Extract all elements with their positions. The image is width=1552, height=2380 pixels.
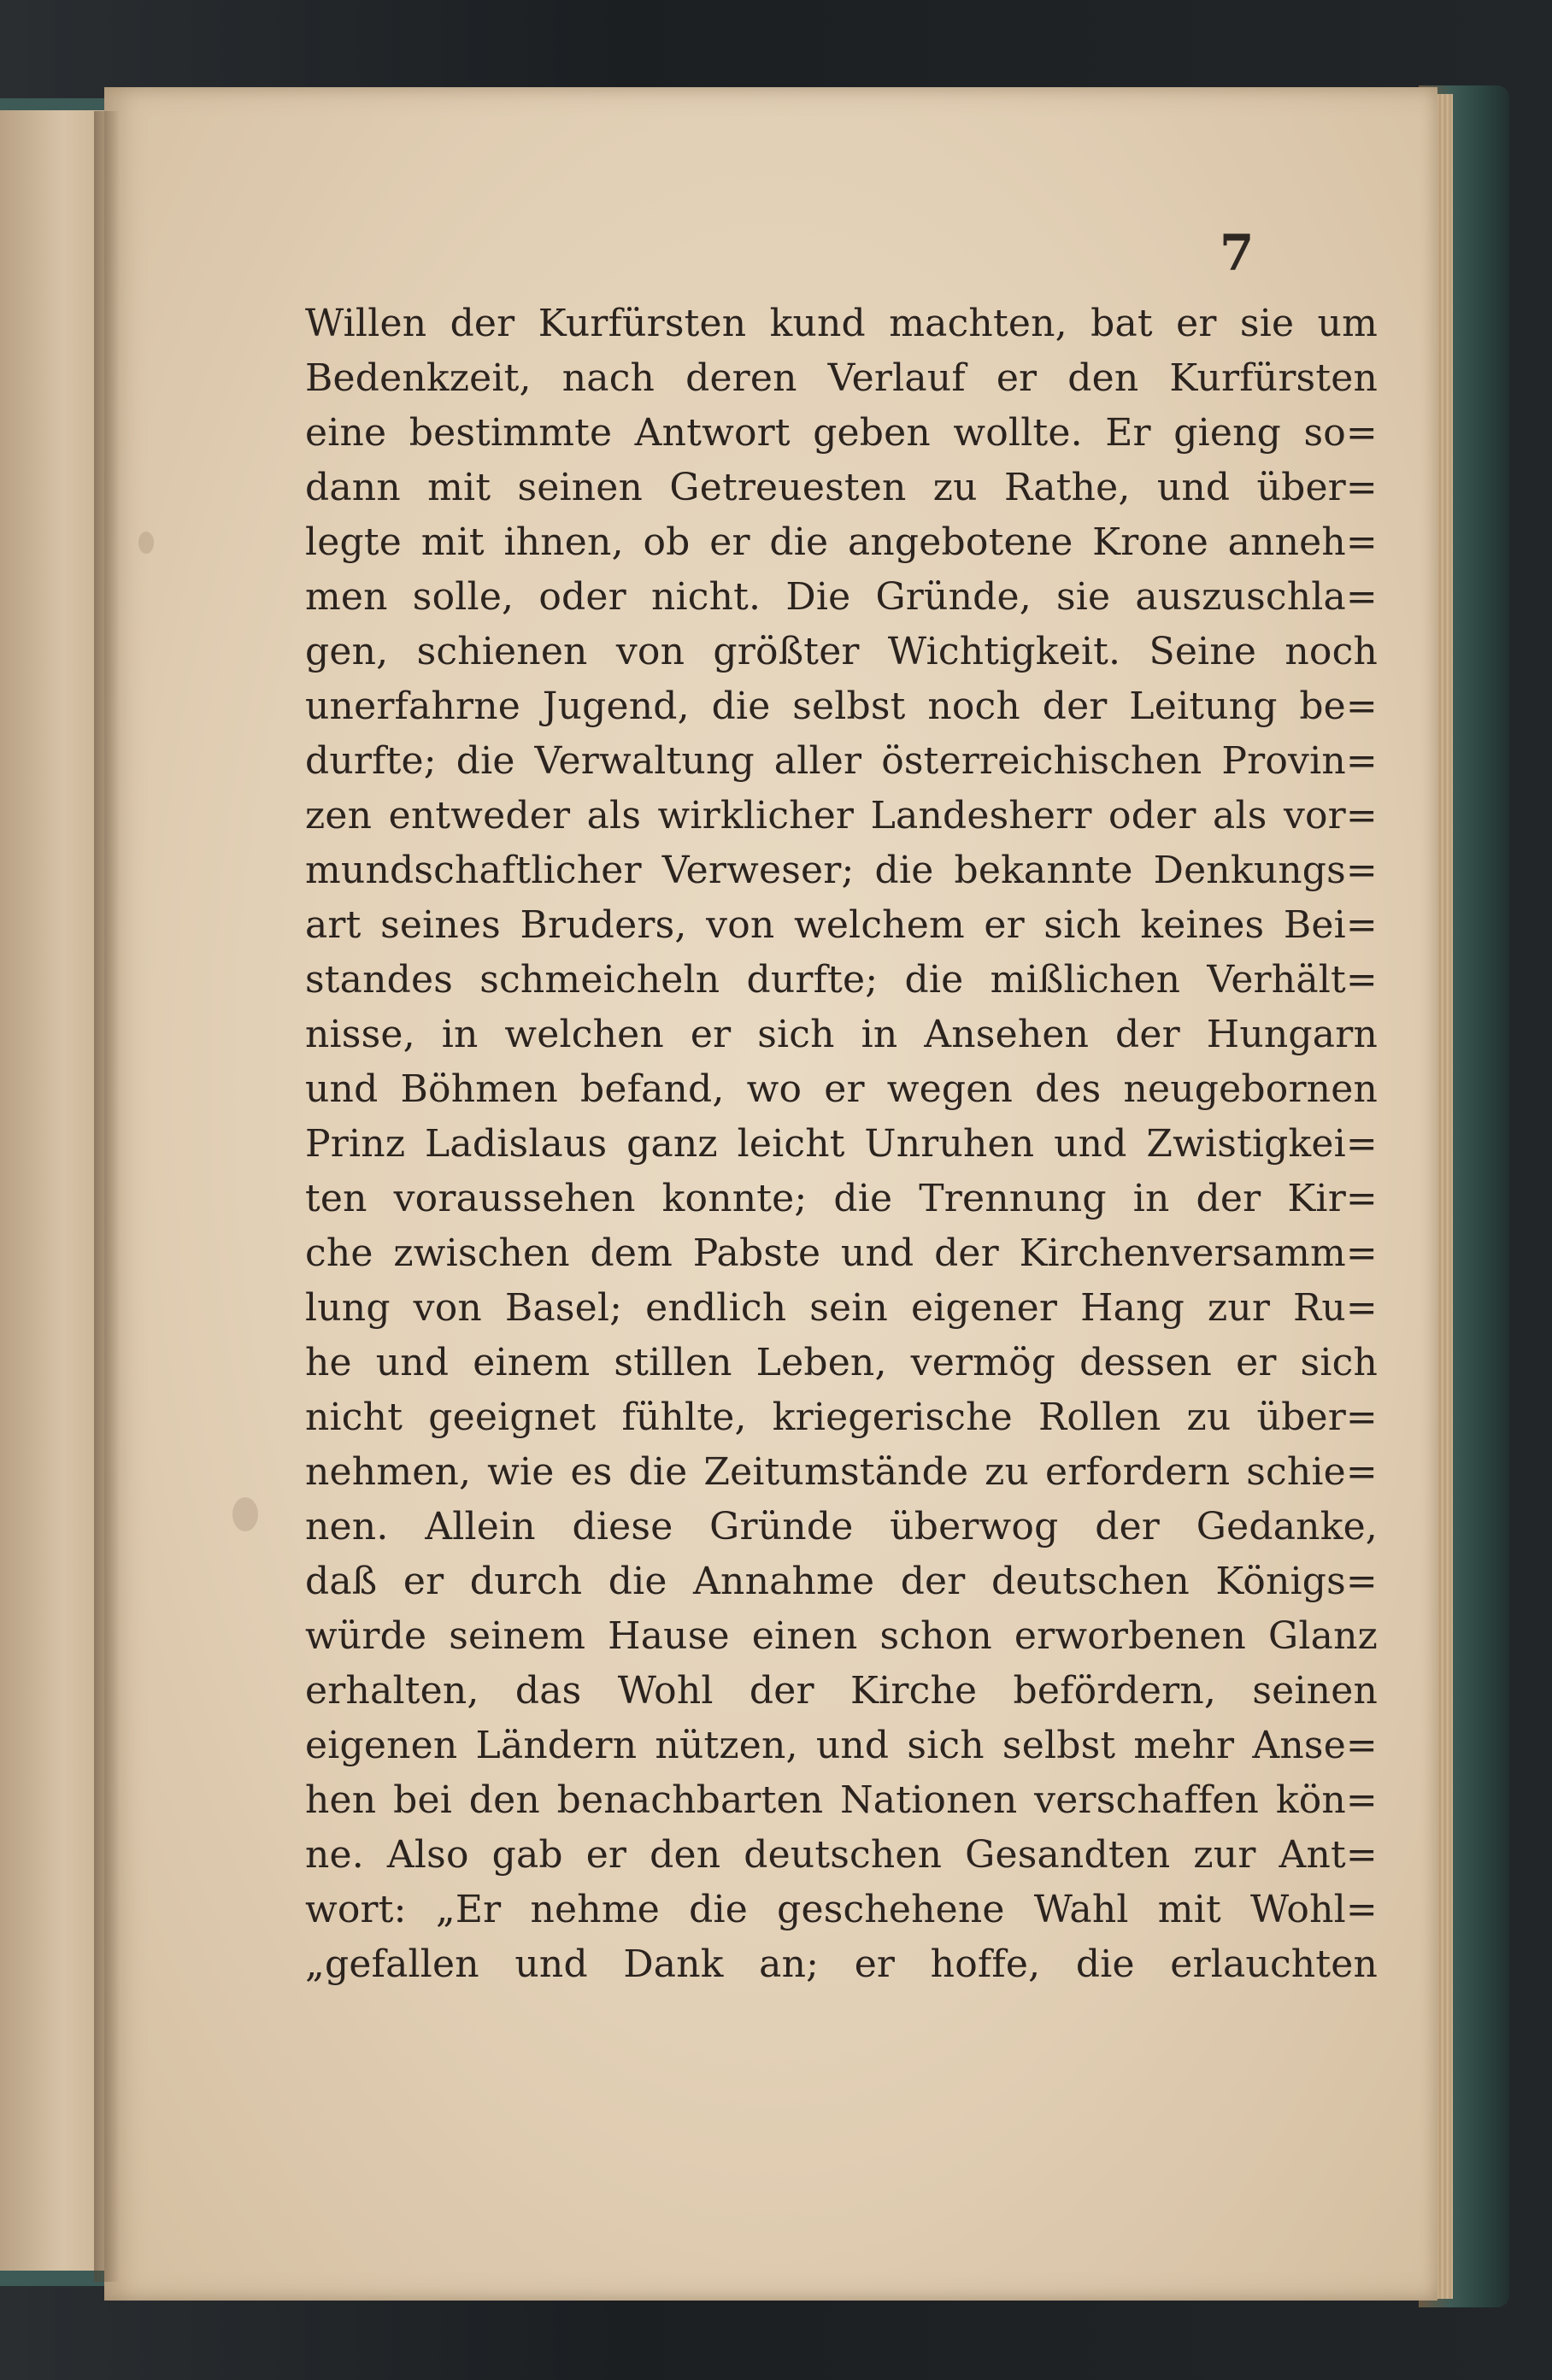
text-line: hen bei den benachbarten Nationen verschaffen kön=	[305, 1778, 1378, 1822]
text-line: und Böhmen befand, wo er wegen des neugebornen	[305, 1067, 1378, 1111]
text-line: nisse, in welchen er sich in Ansehen der Hungarn	[305, 1013, 1378, 1056]
text-line: unerfahrne Jugend, die selbst noch der Leitung be=	[305, 685, 1378, 728]
text-line: lung von Basel; endlich sein eigener Hang zur Ru=	[305, 1286, 1378, 1330]
text-line: Willen der Kurfürsten kund machten, bat er sie um	[305, 302, 1378, 345]
body-text	[305, 297, 1378, 1992]
text-line: zen entweder als wirklicher Landesherr oder als vor=	[305, 794, 1378, 837]
paper-stain	[138, 532, 154, 554]
book-page	[104, 87, 1437, 2301]
text-line: che zwischen dem Pabste und der Kirchenversamm=	[305, 1231, 1378, 1275]
text-line: mundschaftlicher Verweser; die bekannte Denkungs=	[305, 849, 1378, 892]
text-line: ne. Also gab er den deutschen Gesandten zur Ant=	[305, 1833, 1378, 1877]
text-line: art seines Bruders, von welchem er sich keines Bei=	[305, 903, 1378, 947]
text-line: gen, schienen von größter Wichtigkeit. Seine noch	[305, 630, 1378, 673]
text-line: he und einem stillen Leben, vermög dessen er sich	[305, 1341, 1378, 1384]
text-line: erhalten, das Wohl der Kirche befördern, seinen	[305, 1669, 1378, 1713]
text-line: nen. Allein diese Gründe überwog der Gedanke,	[305, 1505, 1378, 1548]
text-line: nehmen, wie es die Zeitumstände zu erfordern schie=	[305, 1450, 1378, 1494]
paper-stain	[232, 1497, 258, 1531]
text-line: ten voraussehen konnte; die Trennung in der Kir=	[305, 1177, 1378, 1220]
page-gutter-shadow	[94, 111, 120, 2282]
text-line: eine bestimmte Antwort geben wollte. Er gieng so=	[305, 411, 1378, 455]
text-line: dann mit seinen Getreuesten zu Rathe, und über=	[305, 466, 1378, 509]
text-line: daß er durch die Annahme der deutschen Königs=	[305, 1560, 1378, 1603]
text-line: eigenen Ländern nützen, und sich selbst mehr Anse=	[305, 1724, 1378, 1767]
text-line: Prinz Ladislaus ganz leicht Unruhen und Zwistigkei=	[305, 1122, 1378, 1166]
text-line: durfte; die Verwaltung aller österreichischen Provin=	[305, 739, 1378, 783]
text-line: Bedenkzeit, nach deren Verlauf er den Kurfürsten	[305, 356, 1378, 400]
page-number: 7	[1220, 224, 1255, 282]
text-line: legte mit ihnen, ob er die angebotene Krone anneh=	[305, 520, 1378, 564]
text-line: nicht geeignet fühlte, kriegerische Rollen zu über=	[305, 1396, 1378, 1439]
text-line: würde seinem Hause einen schon erworbenen Glanz	[305, 1614, 1378, 1658]
text-line: men solle, oder nicht. Die Gründe, sie auszuschla=	[305, 575, 1378, 619]
text-line: wort: „Er nehme die geschehene Wahl mit Wohl=	[305, 1888, 1378, 1931]
text-line: standes schmeicheln durfte; die mißlichen Verhält=	[305, 958, 1378, 1002]
facing-page-edge	[0, 98, 104, 2286]
text-line: „gefallen und Dank an; er hoffe, die erlauchten	[305, 1942, 1378, 1986]
